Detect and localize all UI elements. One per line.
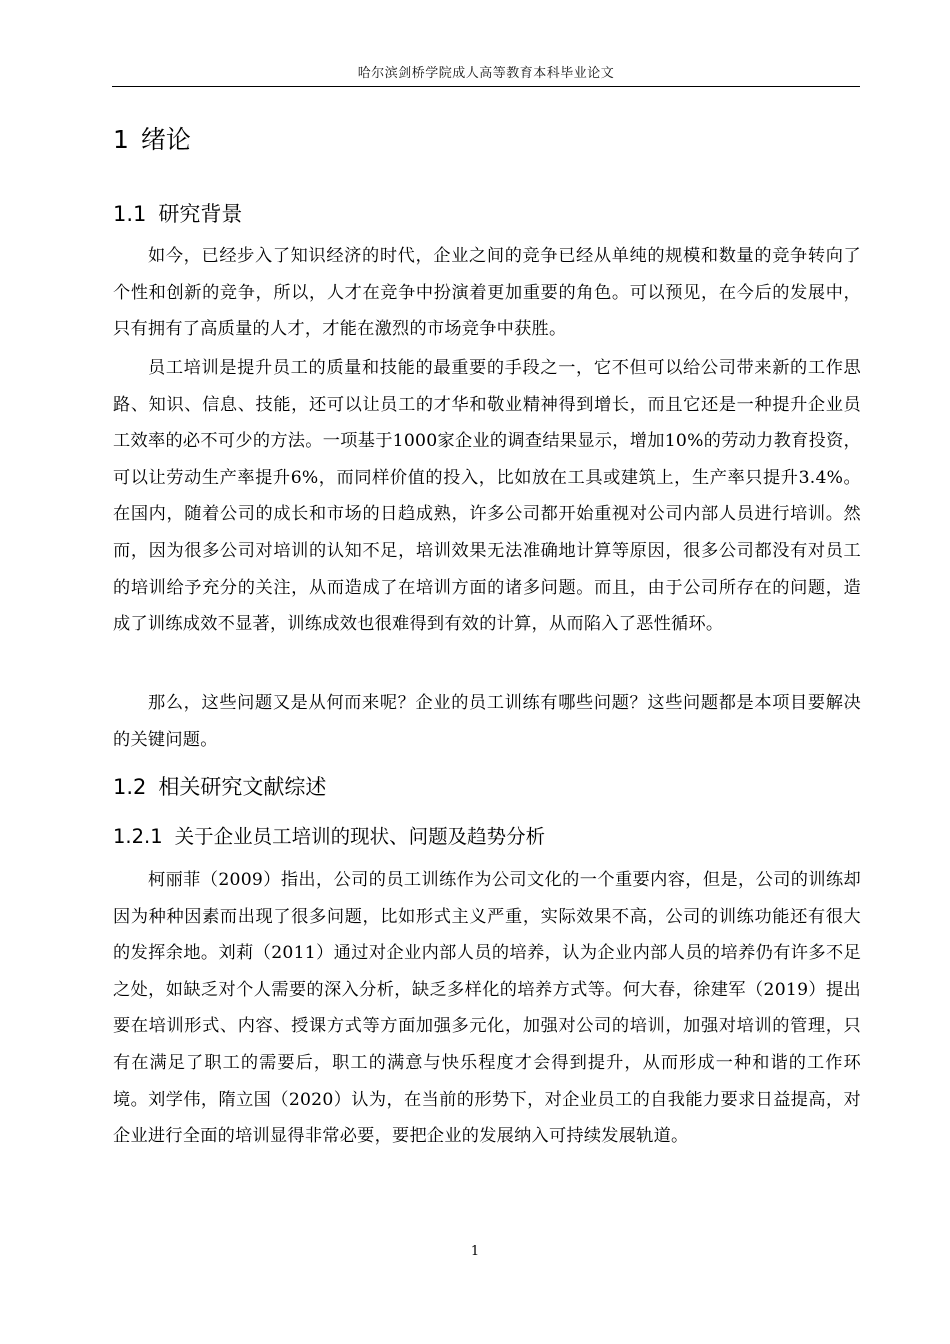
paragraph-background-2: 员工培训是提升员工的质量和技能的最重要的手段之一，它不但可以给公司带来新的工作思路、知识、信息、技能，还可以让员工的才华和敬业精神得到增长，而且它还是一种提升企业员工效率的必不可少的方法。一项基于1000家企业的调查结果显示，增加10%的劳动力教育投资，可以让劳动生产率提升6%，而同样价值的投入，比如放在工具或建筑上，生产率只提升3.4%。在国内，随着公司的成长和市场的日趋成熟，许多公司都开始重视对公司内部人员进行培训。然而，因为很多公司对培训的认知不足，培训效果无法准确地计算等原因，很多公司都没有对员工的培训给予充分的关注，从而造成了在培训方面的诸多问题。而且，由于公司所存在的问题，造成了训练成效不显著，训练成效也很难得到有效的计算，从而陷入了恶性循环。 — [113, 358, 861, 635]
page-number: 1 — [470, 1244, 480, 1259]
section-heading-1-2 — [113, 771, 326, 801]
section-title: 研究背景 — [158, 202, 243, 226]
chapter-title: 绪论 — [140, 125, 191, 154]
section-heading-1-1 — [113, 198, 242, 228]
chapter-number: 1 — [113, 125, 129, 154]
paragraph-background-1: 如今，已经步入了知识经济的时代，企业之间的竞争已经从单纯的规模和数量的竞争转向了个性和创新的竞争，所以，人才在竞争中扮演着更加重要的角色。可以预见，在今后的发展中，只有拥有了高质量的人才，才能在激烈的市场竞争中获胜。 — [113, 246, 861, 340]
subsection-number: 1.2.1 — [113, 825, 163, 848]
section-number: 1.1 — [113, 202, 147, 226]
chapter-heading — [113, 120, 191, 156]
page-header: 哈尔滨剑桥学院成人高等教育本科毕业论文 — [357, 66, 615, 81]
section-title: 相关研究文献综述 — [158, 775, 327, 799]
subsection-title: 关于企业员工培训的现状、问题及趋势分析 — [174, 825, 546, 848]
header-divider — [112, 86, 860, 87]
paragraph-background-3: 那么，这些问题又是从何而来呢？企业的员工训练有哪些问题？这些问题都是本项目要解决的关键问题。 — [113, 693, 861, 750]
paragraph-literature-review: 柯丽菲（2009）指出，公司的员工训练作为公司文化的一个重要内容，但是，公司的训练却因为种种因素而出现了很多问题，比如形式主义严重，实际效果不高，公司的训练功能还有很大的发挥余地。刘莉（2011）通过对企业内部人员的培养，认为企业内部人员的培养仍有许多不足之处，如缺乏对个人需要的深入分析，缺乏多样化的培养方式等。何大春，徐建军（2019）提出要在培训形式、内容、授课方式等方面加强多元化，加强对公司的培训，加强对培训的管理，只有在满足了职工的需要后，职工的满意与快乐程度才会得到提升，从而形成一种和谐的工作环境。刘学伟，隋立国（2020）认为，在当前的形势下，对企业员工的自我能力要求日益提高，对企业进行全面的培训显得非常必要，要把企业的发展纳入可持续发展轨道。 — [113, 870, 861, 1147]
section-number: 1.2 — [113, 775, 147, 799]
subsection-heading-1-2-1 — [113, 821, 545, 849]
